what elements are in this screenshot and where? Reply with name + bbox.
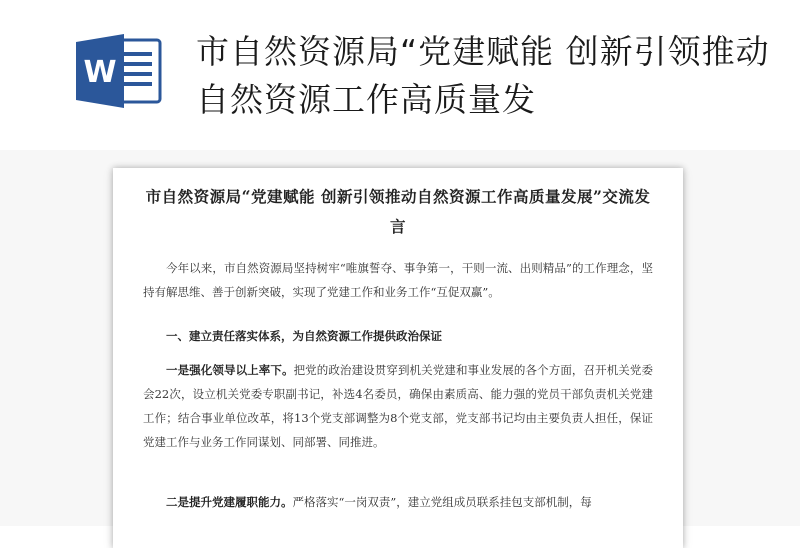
word-app-icon bbox=[76, 34, 162, 108]
paragraph-1 bbox=[143, 358, 653, 454]
page-title: 市自然资源局“党建赋能 创新引领推动自然资源工作高质量发 bbox=[196, 32, 770, 119]
paragraph-2-lead: 二是提升党建履职能力。 bbox=[166, 495, 293, 509]
document-page bbox=[113, 168, 683, 548]
paragraph-2 bbox=[143, 490, 653, 514]
word-logo-letter: W bbox=[83, 55, 117, 90]
paragraph-1-lead: 一是强化领导以上率下。 bbox=[166, 363, 294, 377]
paragraph-2-body: 严格落实“一岗双责”，建立党组成员联系挂包支部机制，每 bbox=[292, 495, 592, 509]
header-banner bbox=[0, 0, 800, 150]
paragraph-1-body: 把党的政治建设贯穿到机关党建和事业发展的各个方面，召开机关党委会22次，设立机关党委专职副书记，补选4名委员，确保由素质高、能力强的党员干部负责机关党建工作；结合事业单位改革，将13个党支部调整为8个党支部，党支部书记均由主要负责人担任，保证党建工作与业务工作同谋划、同部署、同推进。 bbox=[143, 363, 654, 449]
intro-paragraph: 今年以来，市自然资源局坚持树牢“唯旗誓夺、事争第一，干则一流、出则精品”的工作理念，坚持有解思维、善于创新突破，实现了党建工作和业务工作“互促双赢”。 bbox=[143, 261, 653, 299]
section-heading-1: 一、建立责任落实体系，为自然资源工作提供政治保证 bbox=[166, 329, 442, 343]
document-title: 市自然资源局“党建赋能 创新引领推动自然资源工作高质量发展”交流发言 bbox=[145, 187, 651, 236]
